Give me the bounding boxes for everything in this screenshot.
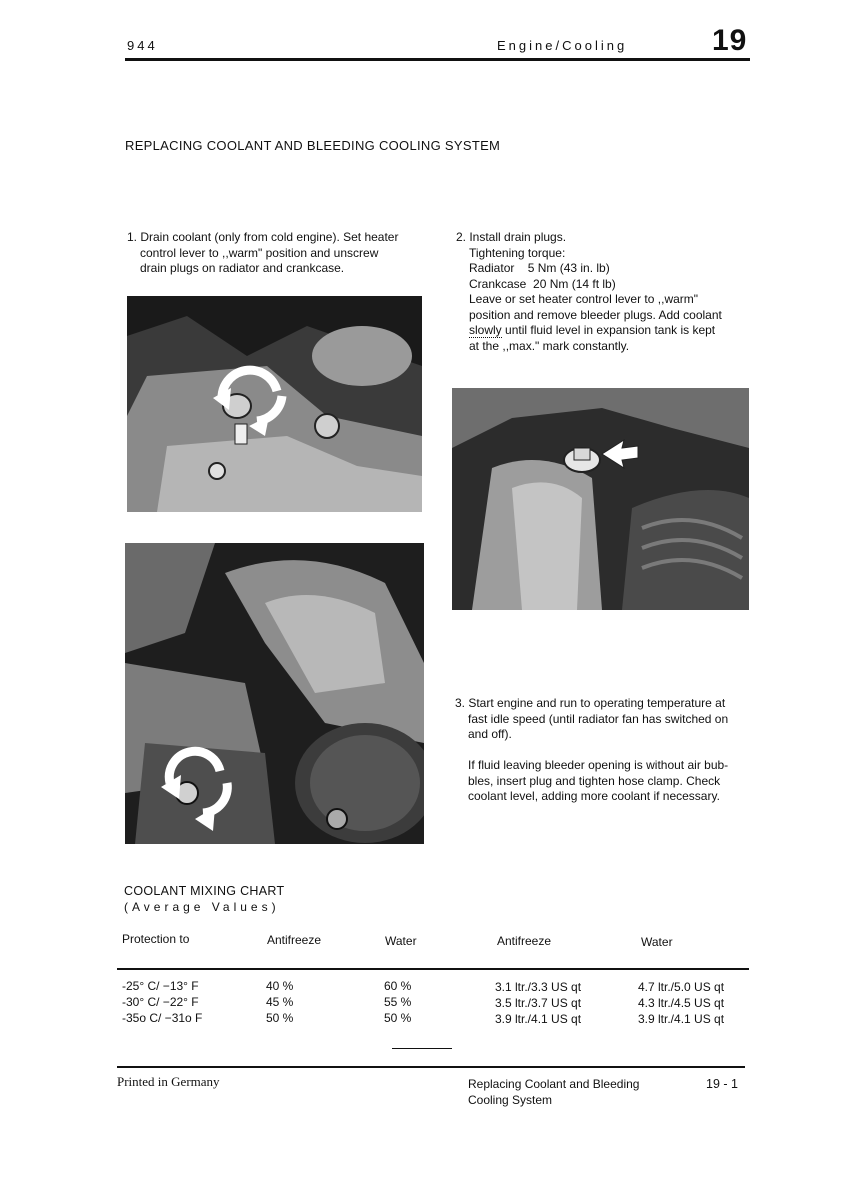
col-header-protection: Protection to — [122, 932, 190, 946]
page-title: REPLACING COOLANT AND BLEEDING COOLING SYSTEM — [125, 138, 501, 153]
photo-radiator-drain-plug — [127, 296, 422, 512]
table-cell-antifreeze-vol: 3.9 ltr./4.1 US qt — [495, 1012, 582, 1026]
footer-caption-line: Replacing Coolant and Bleeding — [468, 1077, 640, 1091]
step-1-line: 1. Drain coolant (only from cold engine). Set heater — [127, 230, 399, 244]
table-cell-water-vol: 4.7 ltr./5.0 US qt — [638, 980, 725, 994]
header-rule — [125, 58, 750, 61]
step-3-text — [455, 696, 755, 743]
footer-caption-line: Cooling System — [468, 1092, 553, 1107]
table-cell-water-vol: 3.9 ltr./4.1 US qt — [638, 1012, 725, 1026]
step-1-text — [127, 230, 437, 277]
table-end-rule — [392, 1048, 452, 1049]
step-3-line: fast idle speed (until radiator fan has switched on — [468, 711, 729, 726]
step-1-line: drain plugs on radiator and crankcase. — [140, 261, 345, 275]
step-1-line: control lever to ,,warm" position and unscrew — [140, 245, 379, 260]
col-header-antifreeze-pct: Antifreeze — [267, 933, 322, 947]
col-header-water-pct: Water — [385, 934, 417, 948]
section-name: Engine/Cooling — [497, 38, 628, 53]
photo-crankcase-drain-plug — [125, 543, 424, 844]
step-2-line — [456, 323, 756, 339]
table-cell-antifreeze-pct: 45 % — [266, 995, 294, 1009]
footer-rule — [117, 1066, 745, 1068]
step-2-line-rest: until fluid level in expansion tank is kept — [505, 323, 716, 337]
page-number: 19 - 1 — [706, 1077, 738, 1091]
photo-bleeder-plug — [452, 388, 749, 610]
step-2-line: Tightening torque: — [469, 245, 566, 260]
table-header-rule — [117, 968, 749, 970]
col-header-water-vol: Water — [641, 935, 673, 949]
table-cell-protection: -30° C/ −22° F — [122, 995, 199, 1009]
table-cell-antifreeze-pct: 50 % — [266, 1011, 294, 1025]
model-number: 944 — [127, 38, 158, 53]
table-cell-antifreeze-vol: 3.5 ltr./3.7 US qt — [495, 996, 582, 1010]
table-cell-water-pct: 60 % — [384, 979, 412, 993]
step-3-note-line: bles, insert plug and tighten hose clamp. Check — [468, 773, 721, 788]
table-cell-water-pct: 50 % — [384, 1011, 412, 1025]
table-cell-water-vol: 4.3 ltr./4.5 US qt — [638, 996, 725, 1010]
step-2-line: position and remove bleeder plugs. Add coolant — [469, 307, 722, 322]
printed-in: Printed in Germany — [117, 1074, 220, 1089]
table-cell-protection: -25° C/ −13° F — [122, 979, 199, 993]
footer-caption — [468, 1077, 639, 1108]
step-3-note — [468, 758, 758, 805]
table-cell-protection: -35o C/ −31o F — [122, 1011, 203, 1025]
emphasis-slowly: slowly — [469, 323, 502, 337]
step-3-line: 3. Start engine and run to operating temperature at — [455, 696, 726, 710]
step-2-line: 2. Install drain plugs. — [456, 230, 567, 244]
step-2-line: at the ,,max." mark constantly. — [469, 338, 630, 353]
step-3-note-line: coolant level, adding more coolant if necessary. — [468, 789, 720, 803]
table-cell-antifreeze-pct: 40 % — [266, 979, 294, 993]
chapter-number: 19 — [712, 24, 748, 57]
step-3-note-line: If fluid leaving bleeder opening is without air bub- — [468, 758, 729, 772]
chart-title: COOLANT MIXING CHART — [124, 884, 285, 898]
step-2-text — [456, 230, 756, 354]
step-2-line: Leave or set heater control lever to ,,warm" — [469, 292, 699, 306]
table-cell-water-pct: 55 % — [384, 995, 412, 1009]
step-2-line: Radiator 5 Nm (43 in. lb) — [469, 261, 610, 275]
step-2-line: Crankcase 20 Nm (14 ft lb) — [469, 276, 616, 291]
step-3-line: and off). — [468, 727, 512, 741]
col-header-antifreeze-vol: Antifreeze — [497, 934, 552, 948]
table-cell-antifreeze-vol: 3.1 ltr./3.3 US qt — [495, 980, 582, 994]
chart-subtitle: (Average Values) — [124, 900, 280, 914]
